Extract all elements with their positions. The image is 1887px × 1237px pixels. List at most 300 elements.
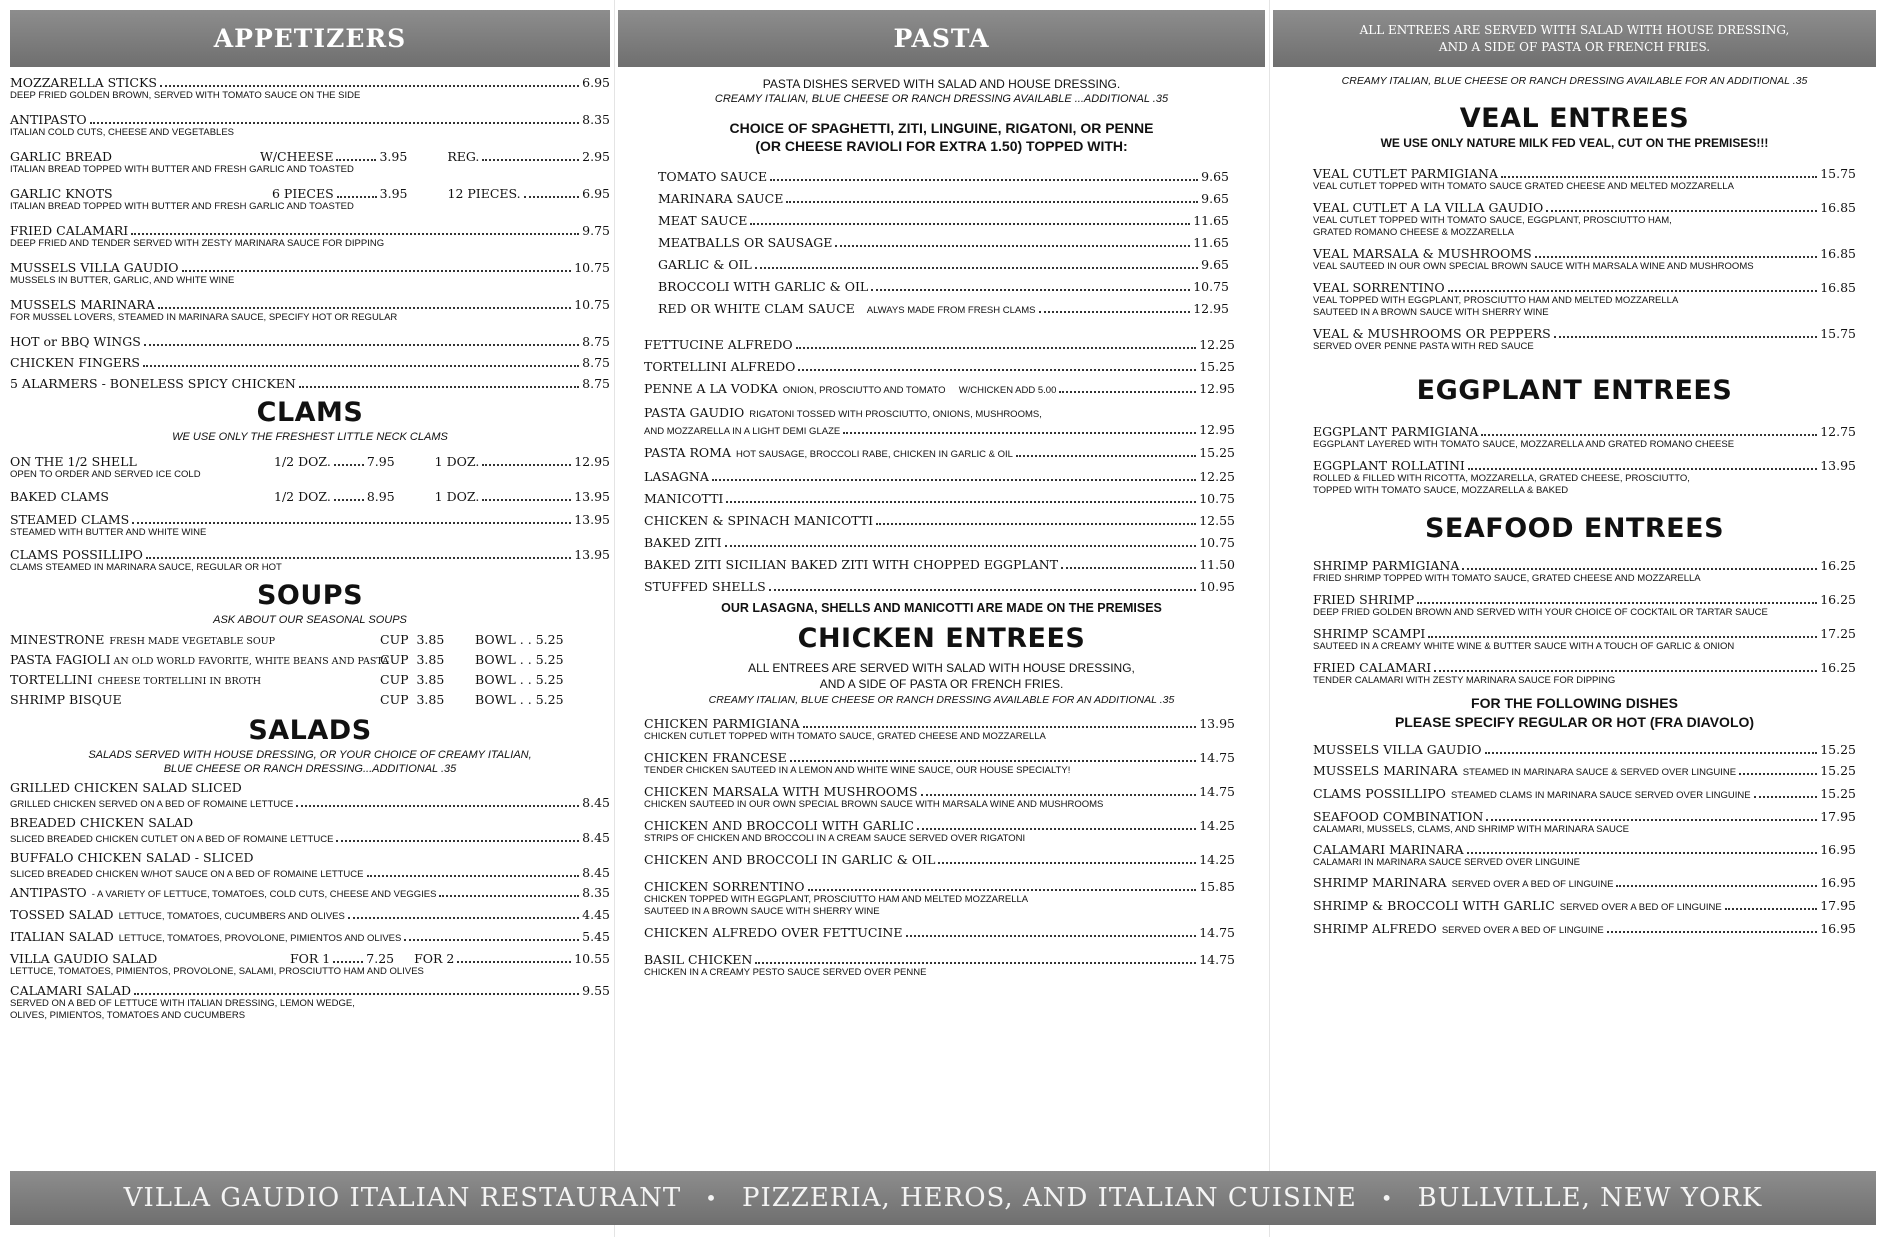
- item-price: 15.75: [1820, 166, 1856, 181]
- leader-dots: [348, 917, 579, 919]
- item-description: DEEP FRIED AND TENDER SERVED WITH ZESTY MARINARA SAUCE FOR DIPPING: [10, 238, 385, 249]
- leader-dots: [1462, 568, 1817, 570]
- chicken-title: CHICKEN ENTREES: [797, 623, 1086, 654]
- bowl-label: BOWL: [475, 692, 516, 707]
- option-label: FOR 2: [414, 951, 455, 966]
- soup-name: MINESTRONE: [10, 632, 105, 647]
- item-price: 10.75: [1199, 491, 1235, 506]
- item-description: GRILLED CHICKEN SERVED ON A BED OF ROMAINE LETTUCE: [10, 799, 294, 810]
- pasta-title: PASTA: [893, 24, 990, 53]
- leader-dots: [1448, 290, 1818, 292]
- soup-row: [10, 631, 610, 651]
- pasta-choice-line2: (OR CHEESE RAVIOLI FOR EXTRA 1.50) TOPPED WITH:: [755, 138, 1128, 154]
- right-panel: [1273, 10, 1876, 944]
- item-price: 8.75: [582, 334, 610, 349]
- center-panel: [618, 10, 1265, 986]
- item-name: VEAL MARSALA & MUSHROOMS: [1313, 246, 1532, 261]
- footer-tagline: PIZZERIA, HEROS, AND ITALIAN CUISINE: [741, 1183, 1357, 1213]
- clams-title: CLAMS: [256, 397, 364, 428]
- soup-desc: AN OLD WORLD FAVORITE, WHITE BEANS AND PASTA: [113, 656, 390, 667]
- leader-dots: [755, 267, 1198, 269]
- menu-item: [10, 780, 610, 811]
- leader-dots: [938, 862, 1196, 864]
- menu-item: [644, 852, 1235, 867]
- appetizers-list: [10, 75, 610, 391]
- option-price: 3.95: [379, 149, 408, 164]
- item-description: CHICKEN CUTLET TOPPED WITH TOMATO SAUCE, GRATED CHEESE AND MOZZARELLA: [644, 731, 1046, 742]
- menu-item: [1313, 742, 1856, 757]
- item-name: 5 ALARMERS - BONELESS SPICY CHICKEN: [10, 376, 296, 391]
- item-description: OLIVES, PIMIENTOS, TOMATOES AND CUCUMBERS: [10, 1010, 246, 1021]
- menu-item: [644, 579, 1235, 594]
- item-inline-desc: STEAMED CLAMS IN MARINARA SAUCE SERVED OVER LINGUINE: [1450, 790, 1751, 801]
- item-description: VEAL CUTLET TOPPED WITH TOMATO SAUCE, EGGPLANT, PROSCIUTTO HAM,: [1313, 215, 1672, 226]
- item-description: MUSSELS IN BUTTER, GARLIC, AND WHITE WINE: [10, 275, 235, 286]
- item-description: TENDER CHICKEN SAUTEED IN A LEMON AND WHITE WINE SAUCE, OUR HOUSE SPECIALTY!: [644, 765, 1071, 776]
- pasta-choice: [618, 119, 1265, 155]
- option-price: 8.95: [366, 489, 395, 504]
- item-name: MUSSELS MARINARA: [1313, 763, 1458, 778]
- leader-dots: [482, 464, 571, 466]
- leader-dots: [770, 179, 1198, 181]
- item-inline-desc: STEAMED IN MARINARA SAUCE & SERVED OVER LINGUINE: [1462, 767, 1737, 778]
- bowl-price: 5.25: [535, 692, 564, 707]
- menu-item: [1313, 166, 1856, 193]
- item-name: TOMATO SAUCE: [658, 169, 768, 184]
- cup-price: 3.85: [416, 692, 445, 707]
- menu-item: [10, 512, 610, 539]
- eggplant-title: EGGPLANT ENTREES: [1416, 375, 1733, 406]
- item-name: EGGPLANT ROLLATINI: [1313, 458, 1465, 473]
- soup-name: SHRIMP BISQUE: [10, 692, 122, 707]
- item-name: TOSSED SALAD: [10, 907, 114, 922]
- menu-item: [10, 297, 610, 324]
- leader-dots: [1546, 210, 1817, 212]
- item-description: STRIPS OF CHICKEN AND BROCCOLI IN A CREAM SAUCE SERVED OVER RIGATONI: [644, 833, 1026, 844]
- option-label: 1 DOZ.: [434, 489, 480, 504]
- item-name: VEAL & MUSHROOMS OR PEPPERS: [1313, 326, 1551, 341]
- leader-dots: [712, 479, 1196, 481]
- leader-dots: [1016, 455, 1196, 457]
- menu-item: [10, 815, 610, 846]
- leader-dots: [808, 889, 1197, 891]
- item-description: SAUTEED IN A BROWN SAUCE WITH SHERRY WINE: [1313, 307, 1549, 318]
- cup-price-cell: [380, 691, 475, 709]
- item-description: SLICED BREADED CHICKEN CUTLET ON A BED OF ROMAINE LETTUCE: [10, 834, 334, 845]
- item-price: 14.75: [1199, 952, 1235, 967]
- soup-desc: CHEESE TORTELLINI IN BROTH: [97, 676, 262, 687]
- menu-item: [10, 260, 610, 287]
- item-price: 11.65: [1193, 213, 1229, 228]
- salads-subtitle: [10, 748, 610, 776]
- item-price: 15.25: [1199, 359, 1235, 374]
- item-description: SLICED BREADED CHICKEN W/HOT SAUCE ON A BED OF ROMAINE LETTUCE: [10, 869, 364, 880]
- item-name: TORTELLINI ALFREDO: [644, 359, 796, 374]
- item-name: MOZZARELLA STICKS: [10, 75, 157, 90]
- option-price: 3.95: [379, 186, 408, 201]
- menu-item: [10, 149, 610, 176]
- item-description: STEAMED WITH BUTTER AND WHITE WINE: [10, 527, 207, 538]
- item-price: 8.35: [582, 112, 610, 127]
- menu-item: [1313, 458, 1856, 497]
- menu-item: [10, 75, 610, 102]
- menu-item: [644, 491, 1235, 506]
- menu-item: [658, 279, 1229, 294]
- leader-dots: [1468, 468, 1817, 470]
- leader-dots: [843, 432, 1196, 434]
- leader-dots: [1554, 336, 1818, 338]
- leader-dots: [336, 840, 579, 842]
- leader-dots: [158, 307, 571, 309]
- appetizers-title: APPETIZERS: [213, 24, 407, 53]
- item-name: BROCCOLI WITH GARLIC & OIL: [658, 279, 869, 294]
- item-price: 13.95: [574, 512, 610, 527]
- item-name: BREADED CHICKEN SALAD: [10, 815, 194, 830]
- menu-item: [644, 879, 1235, 918]
- leader-dots: [790, 760, 1196, 762]
- pasta-dish-list: [618, 337, 1265, 594]
- salads-subtitle-line1: SALADS SERVED WITH HOUSE DRESSING, OR YOUR CHOICE OF CREAMY ITALIAN,: [88, 749, 532, 761]
- menu-item: [1313, 626, 1856, 653]
- item-price: 15.25: [1199, 445, 1235, 460]
- item-name: GARLIC KNOTS: [10, 186, 113, 201]
- option-label: 1/2 DOZ.: [274, 454, 331, 469]
- item-name: CHICKEN FRANCESE: [644, 750, 787, 765]
- item-price: 16.95: [1820, 875, 1856, 890]
- item-name: SEAFOOD COMBINATION: [1313, 809, 1484, 824]
- menu-item: [1313, 280, 1856, 319]
- leader-dots: [333, 961, 363, 963]
- item-price: 5.45: [582, 929, 610, 944]
- menu-item: [1313, 200, 1856, 239]
- salads-subtitle-line2: BLUE CHEESE OR RANCH DRESSING...ADDITIONAL .35: [163, 763, 457, 775]
- option-price: 13.95: [574, 489, 610, 504]
- item-name: CHICKEN ALFREDO OVER FETTUCINE: [644, 925, 903, 940]
- leader-dots: [1417, 602, 1817, 604]
- item-name: FRIED CALAMARI: [10, 223, 129, 238]
- dressing-note: CREAMY ITALIAN, BLUE CHEESE OR RANCH DRESSING AVAILABLE FOR AN ADDITIONAL .35: [1341, 75, 1808, 87]
- menu-item: [644, 359, 1235, 374]
- bowl-price: 5.25: [535, 672, 564, 687]
- leader-dots: [1428, 636, 1817, 638]
- item-price: 14.25: [1199, 818, 1235, 833]
- leader-dots: [457, 961, 571, 963]
- item-price: 11.50: [1199, 557, 1235, 572]
- seafood-title: SEAFOOD ENTREES: [1424, 513, 1725, 544]
- item-price: 14.75: [1199, 784, 1235, 799]
- soup-name: PASTA FAGIOLI: [10, 652, 111, 667]
- leader-dots: [144, 344, 579, 346]
- cup-price-cell: [380, 631, 475, 649]
- option-label: W/CHEESE: [260, 149, 334, 164]
- item-description: FRIED SHRIMP TOPPED WITH TOMATO SAUCE, GRATED CHEESE AND MOZZARELLA: [1313, 573, 1701, 584]
- menu-item: [644, 381, 1235, 398]
- item-description: SAUTEED IN A CREAMY WHITE WINE & BUTTER SAUCE WITH A TOUCH OF GARLIC & ONION: [1313, 641, 1735, 652]
- menu-item: [644, 557, 1235, 572]
- option-label: REG.: [447, 149, 480, 164]
- bowl-price-cell: BOWL . . 5.25: [475, 692, 564, 707]
- bowl-price: 5.25: [535, 652, 564, 667]
- item-description: TENDER CALAMARI WITH ZESTY MARINARA SAUCE FOR DIPPING: [1313, 675, 1616, 686]
- item-price: 9.75: [582, 223, 610, 238]
- menu-item: [10, 376, 610, 391]
- leader-dots: [798, 369, 1196, 371]
- menu-item: [10, 850, 610, 881]
- item-description: ITALIAN BREAD TOPPED WITH BUTTER AND FRESH GARLIC AND TOASTED: [10, 201, 354, 212]
- item-name: CHICKEN AND BROCCOLI WITH GARLIC: [644, 818, 914, 833]
- item-price: 12.75: [1820, 424, 1856, 439]
- leader-dots: [1486, 819, 1817, 821]
- item-price: 4.45: [582, 907, 610, 922]
- item-price: 8.45: [582, 830, 610, 845]
- entrees-header-line2: AND A SIDE OF PASTA OR FRENCH FRIES.: [1438, 39, 1711, 54]
- menu-item: [10, 489, 610, 504]
- item-name: MARINARA SAUCE: [658, 191, 784, 206]
- item-inline-desc: - A VARIETY OF LETTUCE, TOMATOES, COLD CUTS, CHEESE AND VEGGIES: [91, 889, 437, 900]
- bowl-label: BOWL: [475, 632, 516, 647]
- item-description: SERVED ON A BED OF LETTUCE WITH ITALIAN DRESSING, LEMON WEDGE,: [10, 998, 355, 1009]
- item-name: CALAMARI SALAD: [10, 983, 132, 998]
- item-description: DEEP FRIED GOLDEN BROWN AND SERVED WITH YOUR CHOICE OF COCKTAIL OR TARTAR SAUCE: [1313, 607, 1768, 618]
- item-name: BAKED ZITI: [644, 535, 722, 550]
- cup-label: CUP: [380, 652, 409, 667]
- item-name: VEAL SORRENTINO: [1313, 280, 1445, 295]
- soup-row: [10, 671, 610, 691]
- pasta-note-line1: PASTA DISHES SERVED WITH SALAD AND HOUSE DRESSING.: [762, 77, 1121, 91]
- menu-item: [1313, 660, 1856, 687]
- menu-item: [1313, 809, 1856, 836]
- leader-dots: [334, 499, 364, 501]
- leader-dots: [132, 522, 571, 524]
- item-name: MANICOTTI: [644, 491, 724, 506]
- footer-location: BULLVILLE, NEW YORK: [1417, 1183, 1763, 1213]
- item-name: SHRIMP & BROCCOLI WITH GARLIC: [1313, 898, 1555, 913]
- veal-subtitle: WE USE ONLY NATURE MILK FED VEAL, CUT ON THE PREMISES!!!: [1380, 136, 1769, 150]
- item-name: HOT or BBQ WINGS: [10, 334, 141, 349]
- item-name: CALAMARI MARINARA: [1313, 842, 1464, 857]
- item-name: CHICKEN PARMIGIANA: [644, 716, 800, 731]
- menu-item: [1313, 592, 1856, 619]
- item-name: SHRIMP ALFREDO: [1313, 921, 1437, 936]
- entrees-header: [1273, 10, 1876, 67]
- leader-dots: [906, 935, 1197, 937]
- item-name: RED OR WHITE CLAM SAUCE: [658, 301, 855, 316]
- menu-item: [644, 925, 1235, 940]
- menu-item: [10, 186, 610, 213]
- item-name: MUSSELS VILLA GAUDIO: [1313, 742, 1482, 757]
- leader-dots: [1739, 773, 1817, 775]
- leader-dots: [1481, 434, 1817, 436]
- cup-price-cell: [380, 651, 475, 669]
- option-label: 12 PIECES.: [447, 186, 521, 201]
- item-name: SHRIMP MARINARA: [1313, 875, 1447, 890]
- item-description: GRATED ROMANO CHEESE & MOZZARELLA: [1313, 227, 1514, 238]
- item-description: CLAMS STEAMED IN MARINARA SAUCE, REGULAR OR HOT: [10, 562, 282, 573]
- item-price: 15.25: [1820, 742, 1856, 757]
- item-price: 17.95: [1820, 898, 1856, 913]
- bowl-label: BOWL: [475, 672, 516, 687]
- bowl-price-cell: BOWL . . 5.25: [475, 652, 564, 667]
- item-inline-desc: LETTUCE, TOMATOES, PROVOLONE, PIMIENTOS AND OLIVES: [118, 933, 402, 944]
- leader-dots: [182, 270, 572, 272]
- item-name: GARLIC & OIL: [658, 257, 752, 272]
- leader-dots: [146, 557, 571, 559]
- item-name: GRILLED CHICKEN SALAD SLICED: [10, 780, 242, 795]
- item-name: MUSSELS VILLA GAUDIO: [10, 260, 179, 275]
- menu-item: [10, 983, 610, 1022]
- bowl-price-cell: BOWL . . 5.25: [475, 632, 564, 647]
- item-description: CHICKEN SAUTEED IN OUR OWN SPECIAL BROWN SAUCE WITH MARSALA WINE AND MUSHROOMS: [644, 799, 1104, 810]
- leader-dots: [367, 875, 580, 877]
- option-price: 12.95: [574, 454, 610, 469]
- leader-dots: [917, 828, 1196, 830]
- menu-item: [644, 750, 1235, 777]
- menu-item: [1313, 921, 1856, 938]
- menu-item: [644, 784, 1235, 811]
- option-label: FOR 1: [290, 951, 331, 966]
- bowl-price-cell: BOWL . . 5.25: [475, 672, 564, 687]
- menu-item: [1313, 786, 1856, 803]
- item-name: GARLIC BREAD: [10, 149, 112, 164]
- item-name: BUFFALO CHICKEN SALAD - SLICED: [10, 850, 254, 865]
- menu-item: [1313, 842, 1856, 869]
- item-name: ANTIPASTO: [10, 885, 87, 900]
- item-price: 9.65: [1201, 169, 1229, 184]
- item-name: FRIED CALAMARI: [1313, 660, 1432, 675]
- item-price: 16.25: [1820, 660, 1856, 675]
- item-name: PENNE A LA VODKA: [644, 381, 778, 396]
- leader-dots: [134, 993, 579, 995]
- leader-dots: [1535, 256, 1817, 258]
- leader-dots: [921, 794, 1197, 796]
- specify-line1: FOR THE FOLLOWING DISHES: [1471, 695, 1678, 711]
- item-price: 16.25: [1820, 558, 1856, 573]
- item-description: OPEN TO ORDER AND SERVED ICE COLD: [10, 469, 201, 480]
- menu-item: [10, 334, 610, 349]
- item-price: 11.65: [1193, 235, 1229, 250]
- footer-banner: [10, 1171, 1876, 1225]
- item-price: 14.75: [1199, 925, 1235, 940]
- item-description: LETTUCE, TOMATOES, PIMIENTOS, PROVOLONE, SALAMI, PROSCIUTTO HAM AND OLIVES: [10, 966, 424, 977]
- chicken-note-line3: CREAMY ITALIAN, BLUE CHEESE OR RANCH DRESSING AVAILABLE FOR AN ADDITIONAL .35: [708, 694, 1175, 706]
- eggplant-list: [1273, 424, 1876, 497]
- chicken-note-line1: ALL ENTREES ARE SERVED WITH SALAD WITH HOUSE DRESSING,: [748, 661, 1135, 675]
- menu-item: [10, 951, 610, 978]
- item-name: VEAL CUTLET A LA VILLA GAUDIO: [1313, 200, 1544, 215]
- leader-dots: [786, 201, 1198, 203]
- leader-dots: [482, 499, 571, 501]
- item-name: VEAL CUTLET PARMIGIANA: [1313, 166, 1498, 181]
- leader-dots: [755, 962, 1196, 964]
- leader-dots: [803, 726, 1197, 728]
- leader-dots: [1754, 796, 1818, 798]
- leader-dots: [337, 196, 377, 198]
- leader-dots: [1467, 852, 1818, 854]
- menu-item: [10, 907, 610, 924]
- leader-dots: [439, 895, 579, 897]
- specify-line2: PLEASE SPECIFY REGULAR OR HOT (FRA DIAVOLO): [1394, 714, 1755, 730]
- menu-item: [644, 337, 1235, 352]
- menu-item: [644, 469, 1235, 484]
- pasta-sauce-list: [618, 169, 1265, 318]
- item-inline-desc: SERVED OVER A BED OF LINGUINE: [1441, 925, 1604, 936]
- menu-item: [10, 454, 610, 481]
- menu-item: [10, 547, 610, 574]
- item-inline-desc: HOT SAUSAGE, BROCCOLI RABE, CHICKEN IN GARLIC & OIL: [736, 449, 1013, 460]
- menu-item: [644, 716, 1235, 743]
- item-name: LASAGNA: [644, 469, 709, 484]
- leader-dots: [726, 501, 1196, 503]
- item-description: AND MOZZARELLA IN A LIGHT DEMI GLAZE: [644, 426, 841, 437]
- item-name: ITALIAN SALAD: [10, 929, 114, 944]
- item-name: PASTA GAUDIO: [644, 405, 745, 420]
- item-name: BASIL CHICKEN: [644, 952, 753, 967]
- item-price: 12.95: [1199, 422, 1235, 437]
- menu-item: [658, 235, 1229, 250]
- leader-dots: [90, 122, 579, 124]
- leader-dots: [1485, 752, 1818, 754]
- item-name: FRIED SHRIMP: [1313, 592, 1415, 607]
- item-price: 14.25: [1199, 852, 1235, 867]
- option-label: 1/2 DOZ.: [274, 489, 331, 504]
- item-name: SHRIMP PARMIGIANA: [1313, 558, 1460, 573]
- item-price: 15.25: [1820, 786, 1856, 801]
- salads-title: SALADS: [248, 715, 372, 746]
- soup-name-cell: [10, 671, 380, 691]
- item-name: MUSSELS MARINARA: [10, 297, 155, 312]
- item-price: 13.95: [574, 547, 610, 562]
- item-price: 13.95: [1199, 716, 1235, 731]
- menu-item: [1313, 326, 1856, 353]
- menu-item: [1313, 558, 1856, 585]
- leader-dots: [750, 223, 1190, 225]
- item-name: CLAMS POSSILLIPO: [1313, 786, 1446, 801]
- bowl-label: BOWL: [475, 652, 516, 667]
- item-name: SHRIMP SCAMPI: [1313, 626, 1426, 641]
- soup-row: [10, 691, 610, 709]
- item-price: 16.25: [1820, 592, 1856, 607]
- leader-dots: [769, 589, 1197, 591]
- item-name: CLAMS POSSILLIPO: [10, 547, 143, 562]
- menu-item: [658, 301, 1229, 318]
- footer-bullet-icon: •: [1380, 1186, 1394, 1210]
- item-description: VEAL CUTLET TOPPED WITH TOMATO SAUCE GRATED CHEESE AND MELTED MOZZARELLA: [1313, 181, 1734, 192]
- item-price: 8.45: [582, 865, 610, 880]
- option-price: 2.95: [582, 149, 610, 164]
- menu-item: [10, 112, 610, 139]
- item-price: 17.25: [1820, 626, 1856, 641]
- leader-dots: [835, 245, 1190, 247]
- menu-item: [658, 257, 1229, 272]
- leader-dots: [1725, 908, 1818, 910]
- item-description: TOPPED WITH TOMATO SAUCE, MOZZARELLA & BAKED: [1313, 485, 1569, 496]
- item-description: VEAL TOPPED WITH EGGPLANT, PROSCIUTTO HAM AND MELTED MOZZARELLA: [1313, 295, 1679, 306]
- item-price: 9.65: [1201, 257, 1229, 272]
- leader-dots: [796, 347, 1197, 349]
- seafood-list-2: [1273, 742, 1876, 938]
- item-price: 16.85: [1820, 200, 1856, 215]
- item-price: 12.55: [1199, 513, 1235, 528]
- entrees-header-note: [1360, 22, 1790, 56]
- chicken-note: [618, 660, 1265, 708]
- option-price: 7.95: [366, 454, 395, 469]
- item-price: 8.35: [582, 885, 610, 900]
- item-price: 16.85: [1820, 280, 1856, 295]
- leader-dots: [160, 85, 579, 87]
- item-description: CHICKEN IN A CREAMY PESTO SAUCE SERVED OVER PENNE: [644, 967, 927, 978]
- soup-desc: FRESH MADE VEGETABLE SOUP: [109, 636, 276, 647]
- soups-subtitle: ASK ABOUT OUR SEASONAL SOUPS: [213, 614, 407, 626]
